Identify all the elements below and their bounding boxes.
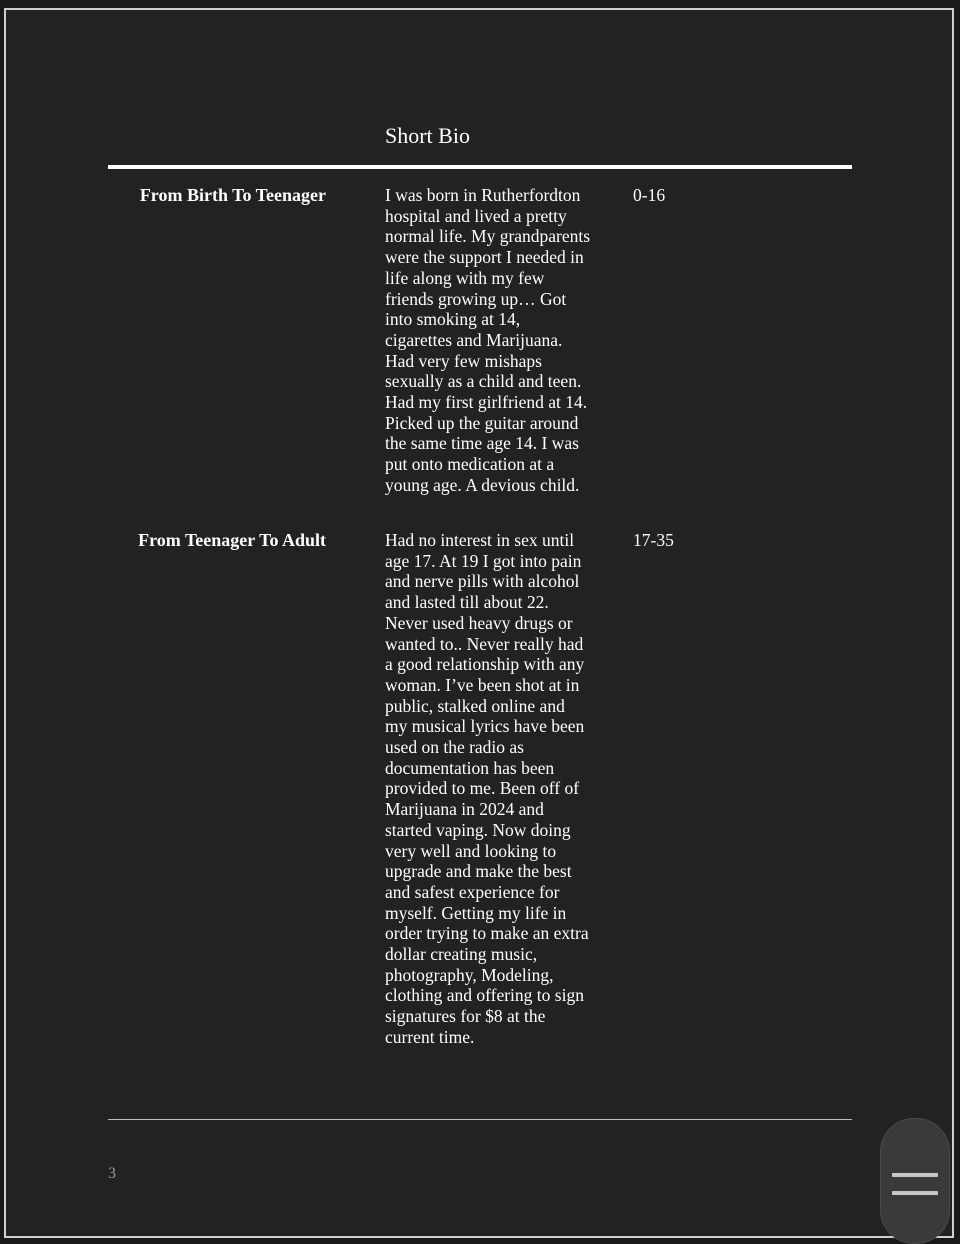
footer-divider [108, 1119, 852, 1120]
section-label-birth-to-teenager: From Birth To Teenager [139, 185, 326, 205]
section-label-teenager-to-adult: From Teenager To Adult [138, 530, 326, 550]
section-body-birth-to-teenager: I was born in Rutherfordton hospital and lived a pretty normal life. My grandparents were the support I needed in life along with my few friends growing up… Got into smoking at 14, cigarettes and Marijuana. Had very few mishaps sexually as a child and teen. Had my first girlfriend at 14. Picked up the guitar around the same time age 14. I was put onto medication at a young age. A devious child. [385, 185, 591, 495]
page-title: Short Bio [385, 123, 470, 148]
title-divider [108, 165, 852, 169]
menu-handle-button[interactable] [880, 1118, 950, 1244]
section-body-teenager-to-adult: Had no interest in sex until age 17. At 19 I got into pain and nerve pills with alcohol and lasted till about 22. Never used heavy drugs or wanted to.. Never really had a good relationship with any woman. I’ve been shot at in public, stalked online and my musical lyrics have been used on the radio as documentation has been provided to me. Been off of Marijuana in 2024 and started vaping. Now doing very well and looking to upgrade and make the best and safest experience for myself. Getting my life in order trying to make an extra dollar creating music, photography, Modeling, clothing and offering to sign signatures for $8 at the current time. [385, 530, 589, 1047]
page-number: 3 [108, 1165, 116, 1182]
section-range-teenager-to-adult: 17-35 [633, 530, 674, 550]
section-range-birth-to-teenager: 0-16 [633, 185, 666, 205]
